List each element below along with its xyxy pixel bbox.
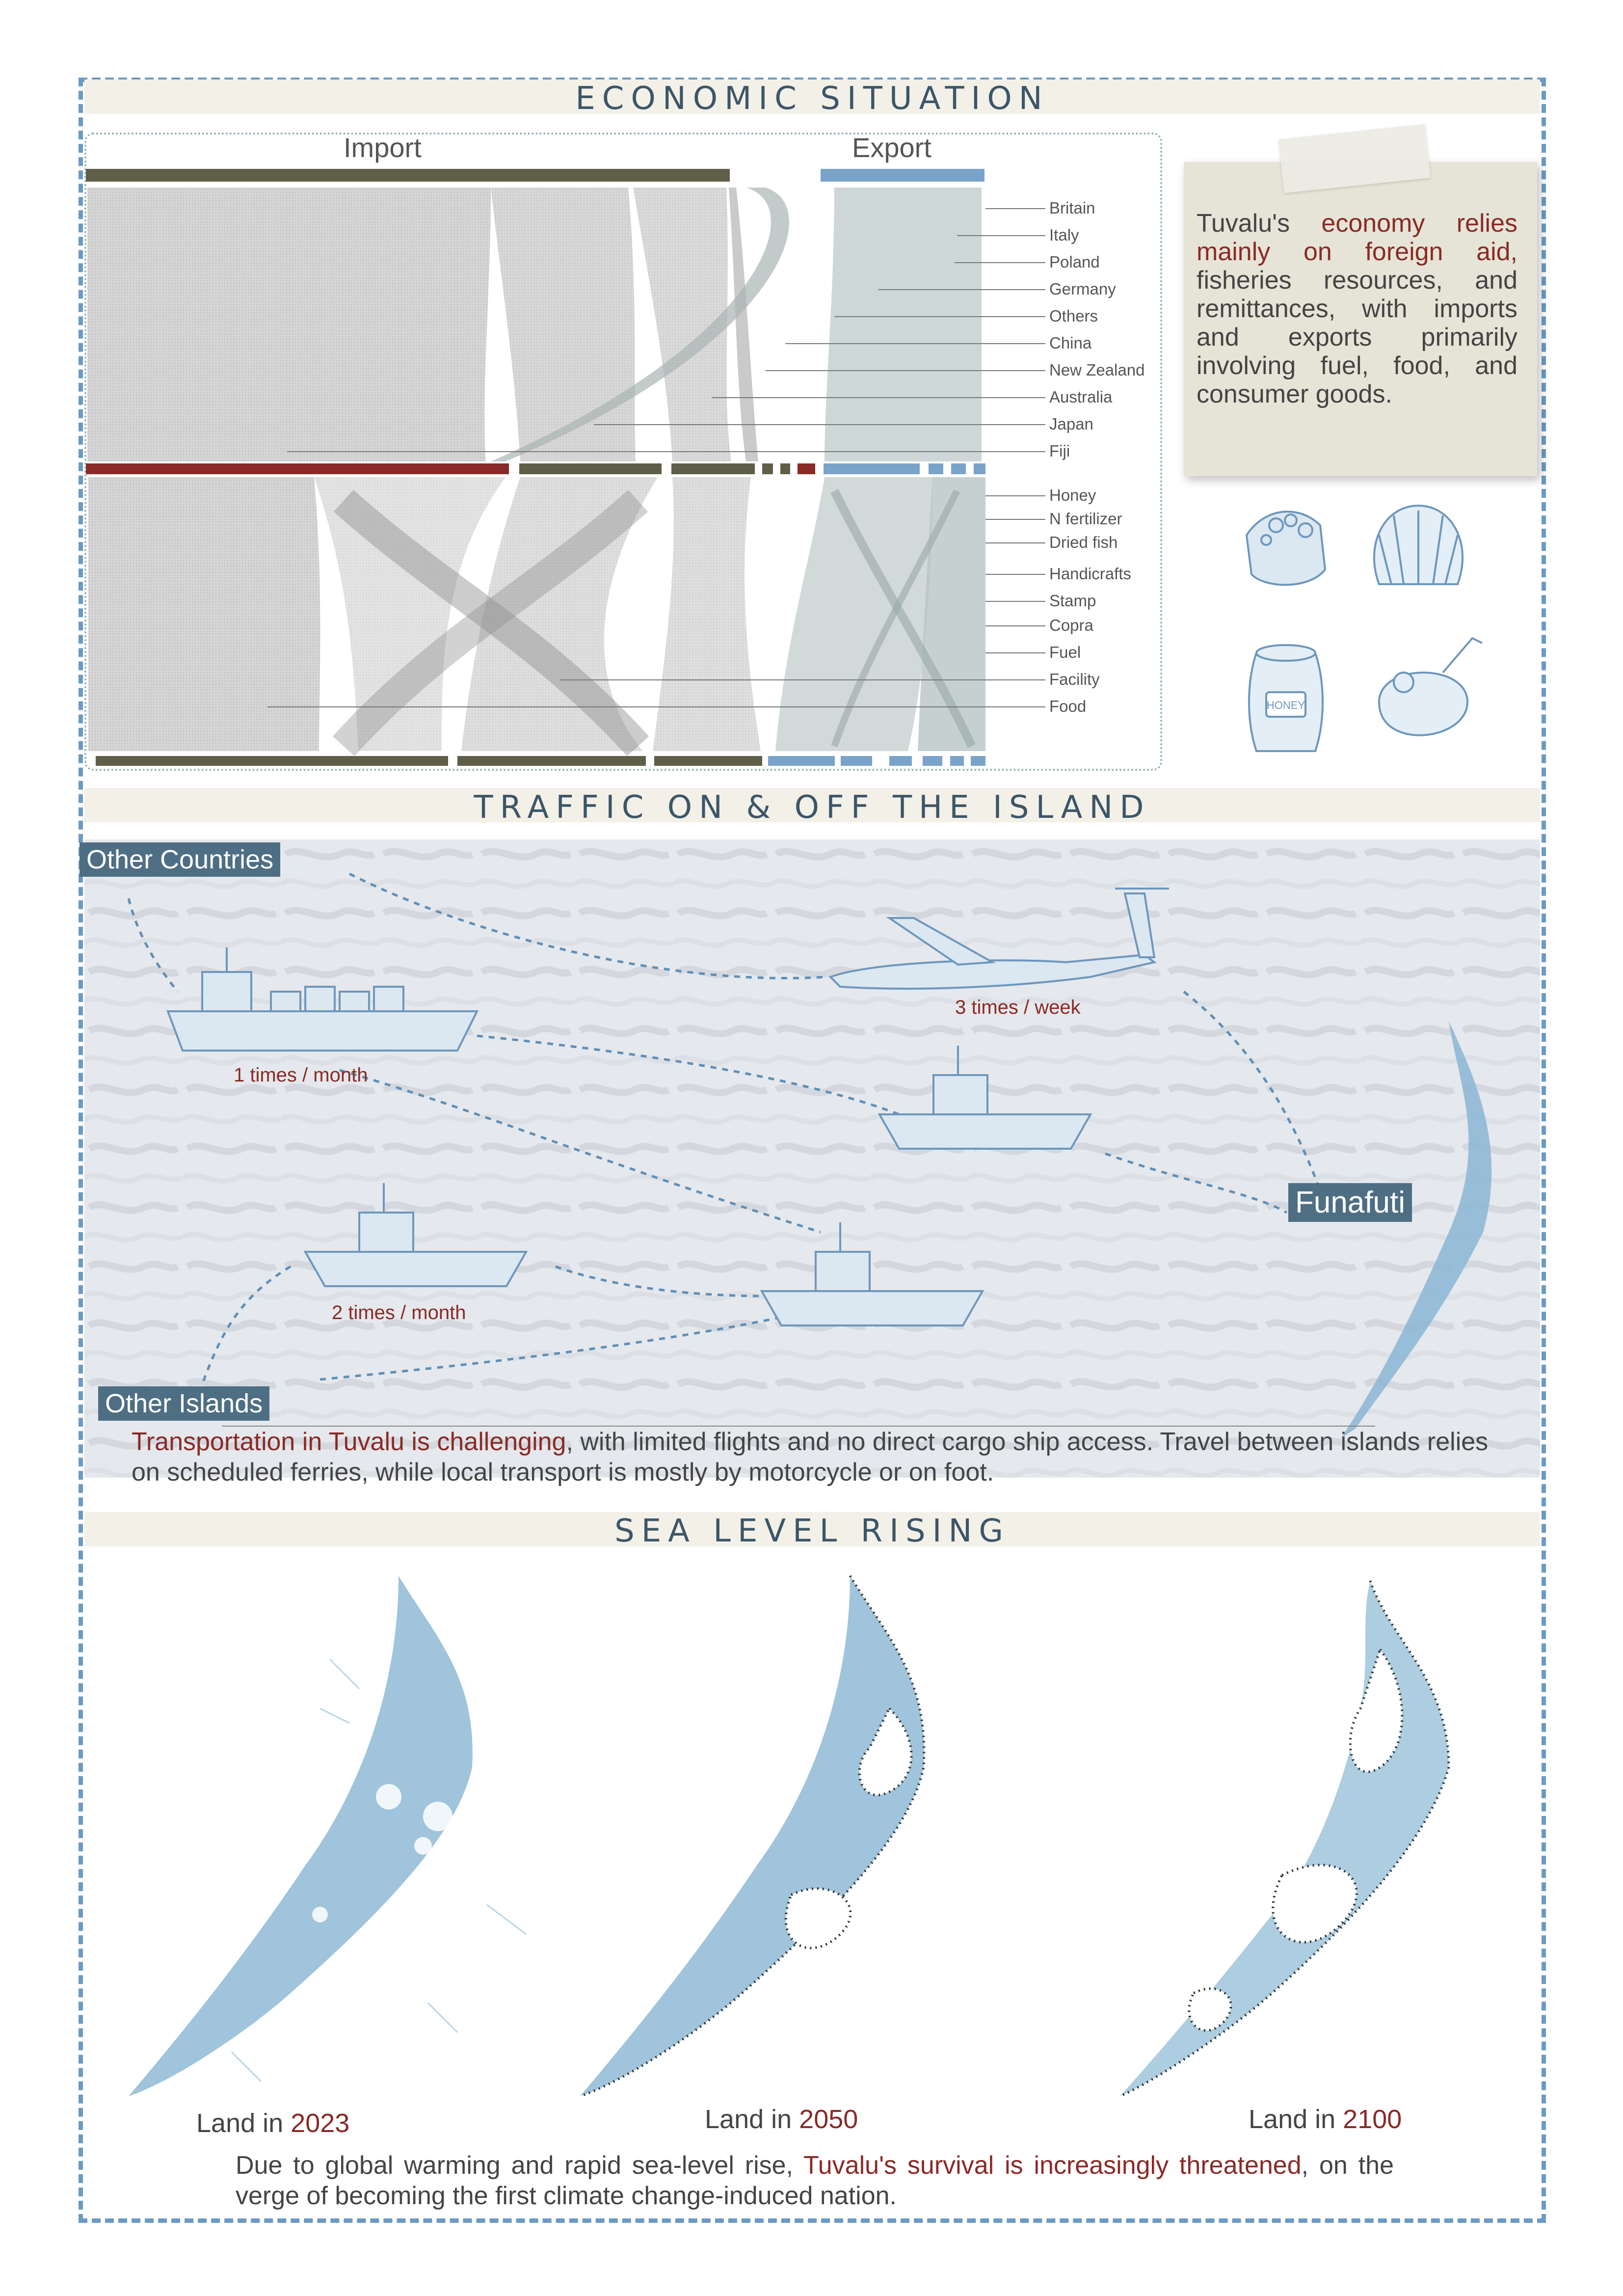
label-fuel: Fuel xyxy=(1049,643,1081,661)
label-china: China xyxy=(1049,334,1092,352)
label-copra: Copra xyxy=(1049,616,1093,634)
islands-row xyxy=(84,1561,1540,2111)
sea-title: SEA LEVEL RISING xyxy=(614,1513,1010,1549)
label-germany: Germany xyxy=(1049,280,1116,298)
label-handicrafts: Handicrafts xyxy=(1049,565,1131,583)
island-2050-icon xyxy=(580,1576,924,2096)
label-others: Others xyxy=(1049,307,1098,325)
caption-2023: Land in 2023 xyxy=(196,2108,350,2138)
tag-funafuti: Funafuti xyxy=(1288,1183,1412,1222)
label-honey: Honey xyxy=(1049,486,1096,504)
scallop-shell-icon xyxy=(1374,506,1463,584)
sea-paragraph: Due to global warming and rapid sea-level rise, Tuvalu's survival is increasingly threatened, on the verge of becoming the first climate change-induced nation. xyxy=(236,2151,1394,2210)
label-food: Food xyxy=(1049,697,1087,715)
label-britain: Britain xyxy=(1049,199,1095,217)
label-fiji: Fiji xyxy=(1049,442,1070,460)
export-label: Export xyxy=(852,132,931,163)
tag-other-islands: Other Islands xyxy=(98,1386,269,1421)
traffic-title: TRAFFIC ON & OFF THE ISLAND xyxy=(474,789,1151,826)
tag-other-countries: Other Countries xyxy=(80,842,280,877)
honey-barrel-icon xyxy=(1249,645,1323,751)
goods-icons xyxy=(1237,496,1512,771)
freq-cargo: 1 times / month xyxy=(234,1064,368,1086)
traffic-paragraph: Transportation in Tuvalu is challenging, with limited flights and no direct cargo ship access. Travel between islands relies on scheduled ferries, while local transport is mostly by motorcycle or on foot. xyxy=(132,1428,1489,1486)
freq-plane: 3 times / week xyxy=(955,997,1081,1018)
label-italy: Italy xyxy=(1049,226,1079,244)
caption-2100: Land in 2100 xyxy=(1249,2105,1402,2134)
label-new-zealand: New Zealand xyxy=(1049,361,1145,379)
caption-2050: Land in 2050 xyxy=(705,2105,858,2134)
label-facility: Facility xyxy=(1049,670,1100,688)
import-bar xyxy=(86,169,730,182)
label-n-fertilizer: N fertilizer xyxy=(1049,510,1122,528)
label-japan: Japan xyxy=(1049,415,1093,433)
freq-ferry: 2 times / month xyxy=(332,1302,466,1324)
economic-title: ECONOMIC SITUATION xyxy=(575,81,1049,117)
label-stamp: Stamp xyxy=(1049,592,1096,610)
label-australia: Australia xyxy=(1049,388,1113,406)
sea-map xyxy=(84,839,1540,1487)
shellfish-bag-icon xyxy=(1247,512,1325,585)
economy-note: Tuvalu's economy relies mainly on foreign aid, fisheries resources, and remittances, with imports and exports primarily involving fuel, food, and consumer goods. xyxy=(1184,162,1537,476)
middle-bar-fiji xyxy=(86,463,509,474)
honey-text: HONEY xyxy=(1266,699,1305,711)
island-2100-icon xyxy=(1120,1581,1449,2096)
import-label: Import xyxy=(344,132,422,163)
label-dried-fish: Dried fish xyxy=(1049,533,1118,551)
export-bar xyxy=(821,169,984,182)
label-poland: Poland xyxy=(1049,253,1100,271)
island-2023-icon xyxy=(129,1576,526,2096)
coconut-drink-icon xyxy=(1379,638,1482,735)
